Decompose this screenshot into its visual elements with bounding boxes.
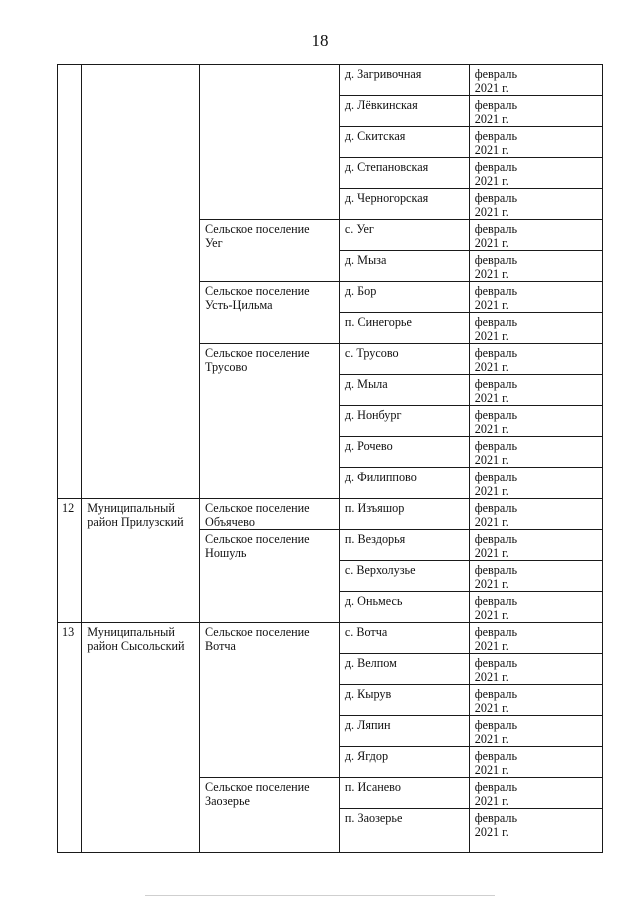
date-cell-text: февраль 2021 г.: [474, 656, 518, 684]
date-cell-text: февраль 2021 г.: [474, 346, 518, 374]
locality-cell-text: д. Степановская: [344, 160, 429, 174]
locality-cell: [339, 189, 469, 220]
settlement-cell: [200, 530, 340, 623]
table-row: [58, 65, 603, 96]
district-cell: [82, 499, 200, 623]
date-cell-text: февраль 2021 г.: [474, 222, 518, 250]
date-cell: [469, 220, 602, 251]
date-cell-text: февраль 2021 г.: [474, 191, 518, 219]
settlement-cell: [200, 623, 340, 778]
date-cell: [469, 468, 602, 499]
table-row: [58, 623, 603, 654]
date-cell-text: февраль 2021 г.: [474, 284, 518, 312]
district-cell-text: Муниципальный район Прилузский: [87, 501, 184, 529]
settlement-cell: [200, 778, 340, 853]
date-cell: [469, 65, 602, 96]
locality-cell: [339, 778, 469, 809]
locality-cell: [339, 809, 469, 853]
district-cell: [82, 65, 200, 499]
locality-cell-text: п. Исанево: [344, 780, 401, 794]
locality-cell: [339, 685, 469, 716]
locality-cell-text: д. Черногорская: [344, 191, 429, 205]
locality-cell: [339, 127, 469, 158]
date-cell-text: февраль 2021 г.: [474, 501, 518, 529]
date-cell-text: февраль 2021 г.: [474, 749, 518, 777]
locality-cell-text: д. Мыла: [344, 377, 388, 391]
locality-cell-text: д. Филиппово: [344, 470, 417, 484]
locality-cell-text: д. Ляпин: [344, 718, 391, 732]
locality-cell: [339, 220, 469, 251]
date-cell-text: февраль 2021 г.: [474, 129, 518, 157]
settlement-cell-text: Сельское поселение Заозерье: [205, 780, 310, 808]
row-number-cell-text: 12: [62, 501, 75, 515]
date-cell-text: февраль 2021 г.: [474, 563, 518, 591]
settlement-cell-text: Сельское поселение Ношуль: [205, 532, 310, 560]
locality-cell-text: с. Трусово: [344, 346, 399, 360]
locality-cell-text: д. Кырув: [344, 687, 392, 701]
date-cell: [469, 592, 602, 623]
page-number: 18: [311, 31, 329, 50]
locality-cell: [339, 375, 469, 406]
locality-cell: [339, 406, 469, 437]
date-cell: [469, 96, 602, 127]
table-row: [58, 499, 603, 530]
date-cell: [469, 561, 602, 592]
date-cell: [469, 530, 602, 561]
date-cell-text: февраль 2021 г.: [474, 67, 518, 95]
date-cell-text: февраль 2021 г.: [474, 470, 518, 498]
settlement-cell-text: Сельское поселение Уег: [205, 222, 310, 250]
date-cell: [469, 809, 602, 853]
date-cell: [469, 251, 602, 282]
date-cell: [469, 375, 602, 406]
date-cell: [469, 189, 602, 220]
locality-cell-text: п. Заозерье: [344, 811, 403, 825]
date-cell: [469, 499, 602, 530]
locality-cell: [339, 654, 469, 685]
locality-cell: [339, 344, 469, 375]
locality-cell-text: д. Оньмесь: [344, 594, 403, 608]
scan-edge-line: [145, 895, 495, 896]
date-cell: [469, 437, 602, 468]
locality-cell-text: п. Вездорья: [344, 532, 406, 546]
settlement-cell-text: Сельское поселение Вотча: [205, 625, 310, 653]
locality-cell: [339, 158, 469, 189]
district-cell-text: Муниципальный район Сысольский: [87, 625, 185, 653]
locality-cell: [339, 437, 469, 468]
settlement-cell: [200, 282, 340, 344]
locality-cell-text: с. Уег: [344, 222, 374, 236]
locality-cell: [339, 592, 469, 623]
date-cell-text: февраль 2021 г.: [474, 687, 518, 715]
locality-cell: [339, 716, 469, 747]
locality-cell-text: п. Синегорье: [344, 315, 412, 329]
locality-cell: [339, 65, 469, 96]
row-number-cell: [58, 623, 82, 853]
locality-cell: [339, 530, 469, 561]
locality-cell: [339, 561, 469, 592]
date-cell-text: февраль 2021 г.: [474, 811, 518, 839]
settlement-cell-text: Сельское поселение Трусово: [205, 346, 310, 374]
locality-cell-text: д. Бор: [344, 284, 377, 298]
date-cell-text: февраль 2021 г.: [474, 253, 518, 281]
settlement-cell-text: Сельское поселение Объячево: [205, 501, 310, 529]
date-cell-text: февраль 2021 г.: [474, 98, 518, 126]
date-cell: [469, 158, 602, 189]
locality-cell: [339, 313, 469, 344]
locality-cell-text: д. Нонбург: [344, 408, 402, 422]
table-body: [58, 65, 603, 853]
locality-cell-text: с. Вотча: [344, 625, 388, 639]
date-cell: [469, 282, 602, 313]
locality-cell: [339, 499, 469, 530]
date-cell-text: февраль 2021 г.: [474, 408, 518, 436]
locality-cell-text: д. Скитская: [344, 129, 406, 143]
date-cell: [469, 406, 602, 437]
settlements-table: [57, 64, 603, 853]
locality-cell-text: с. Верхолузье: [344, 563, 416, 577]
settlement-cell: [200, 344, 340, 499]
date-cell-text: февраль 2021 г.: [474, 160, 518, 188]
date-cell: [469, 127, 602, 158]
date-cell-text: февраль 2021 г.: [474, 718, 518, 746]
date-cell: [469, 654, 602, 685]
settlement-cell-text: Сельское поселение Усть-Цильма: [205, 284, 310, 312]
locality-cell-text: д. Загривочная: [344, 67, 422, 81]
date-cell: [469, 685, 602, 716]
date-cell-text: февраль 2021 г.: [474, 625, 518, 653]
locality-cell-text: п. Изъяшор: [344, 501, 405, 515]
locality-cell: [339, 251, 469, 282]
locality-cell: [339, 282, 469, 313]
settlement-cell: [200, 220, 340, 282]
locality-cell: [339, 623, 469, 654]
date-cell: [469, 623, 602, 654]
date-cell-text: февраль 2021 г.: [474, 315, 518, 343]
date-cell-text: февраль 2021 г.: [474, 594, 518, 622]
date-cell-text: февраль 2021 г.: [474, 780, 518, 808]
date-cell-text: февраль 2021 г.: [474, 439, 518, 467]
date-cell: [469, 778, 602, 809]
date-cell: [469, 716, 602, 747]
locality-cell: [339, 747, 469, 778]
locality-cell-text: д. Ягдор: [344, 749, 389, 763]
row-number-cell: [58, 65, 82, 499]
date-cell: [469, 313, 602, 344]
locality-cell-text: д. Рочево: [344, 439, 393, 453]
district-cell: [82, 623, 200, 853]
date-cell-text: февраль 2021 г.: [474, 532, 518, 560]
locality-cell-text: д. Лёвкинская: [344, 98, 418, 112]
locality-cell: [339, 96, 469, 127]
locality-cell-text: д. Велпом: [344, 656, 397, 670]
date-cell: [469, 747, 602, 778]
row-number-cell: [58, 499, 82, 623]
settlement-cell: [200, 65, 340, 220]
locality-cell: [339, 468, 469, 499]
locality-cell-text: д. Мыза: [344, 253, 387, 267]
date-cell-text: февраль 2021 г.: [474, 377, 518, 405]
settlement-cell: [200, 499, 340, 530]
row-number-cell-text: 13: [62, 625, 75, 639]
date-cell: [469, 344, 602, 375]
